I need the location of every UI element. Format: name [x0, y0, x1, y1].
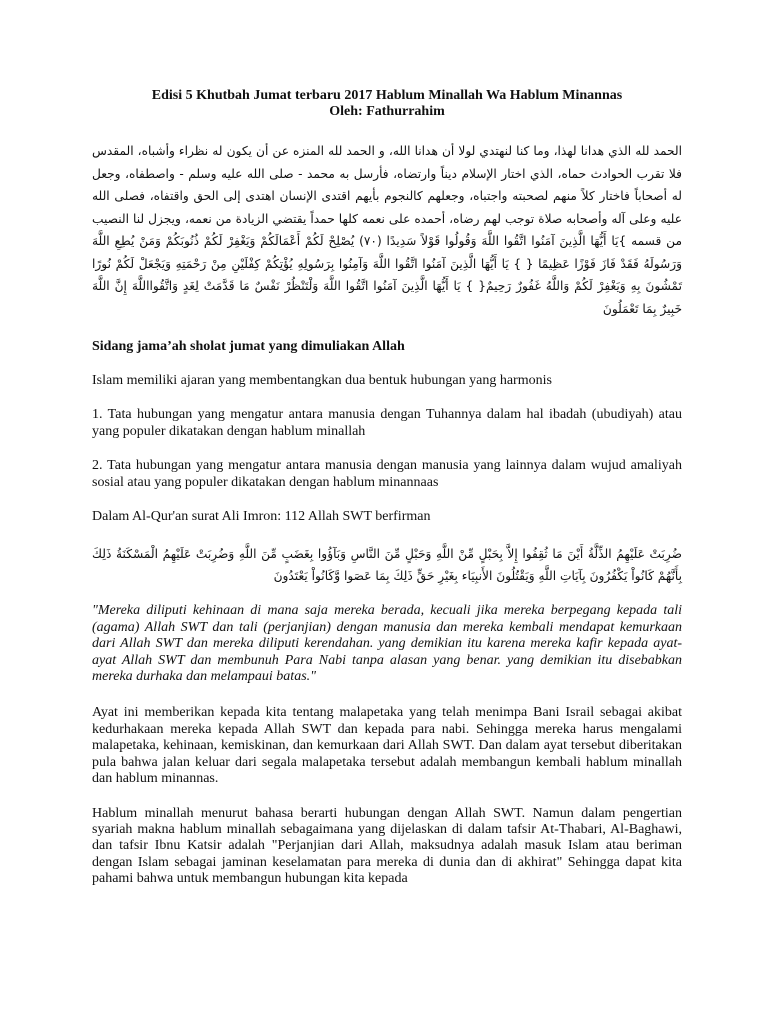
explanation-paragraph: Ayat ini memberikan kepada kita tentang malapetaka yang telah menimpa Bani Israil sebagai akibat kedurhakaan mereka kepada Allah SWT dan kepada para nabi. Sehingga mereka harus mengalami malapetaka, kehinaan, kemiskinan, dan kemurkaan dari Allah SWT. Dan dalam ayat tersebut diberitakan pula bahwa jalan keluar dari segala malapetaka tersebut adalah membangun kembali hablum minallah dan hablum minannas.: [92, 705, 682, 787]
arabic-verse: ضُرِبَتْ عَلَيْهِمُ الذِّلَّةُ أَيْنَ مَا ثُقِفُوا إِلاَّ بِحَبْلٍ مِّنْ اللَّهِ وَحَبْلٍ مِّنَ النَّاسِ وَبَآؤُوا بِغَضَبٍ مِّنَ اللَّهِ وَضُرِبَتْ عَلَيْهِمُ الْمَسْكَنَةُ ذَلِكَ بِأَنَّهُمْ كَانُواْ يَكْفُرُونَ بِآيَاتِ اللَّهِ وَيَقْتُلُونَ الأَنبِيَاء بِغَيْرِ حَقٍّ ذَلِكَ بِمَا عَصَوا وَّكَانُواْ يَعْتَدُونَ: [92, 547, 682, 584]
quran-reference: Dalam Al-Qur'an surat Ali Imron: 112 Allah SWT berfirman: [92, 509, 431, 525]
arabic-opening-prayer: الحمد لله الذي هدانا لهذا، وما كنا لنهتدي لولا أن هدانا الله، و الحمد لله المنزه عن أن يكون له نظراء وأشباه، المقدس فلا تقرب الحوادث حماه، الذي اختار الإسلام ديناً وارتضاه، فأرسل به محمد - صلى الله عليه وسلم - واصطفاه، وجعل له أصحاباً فاختار كلاً منهم لصحبته واجتباه، وجعلهم كالنجوم بأيهم اقتدى الإنسان اهتدى إلى الحق واقتفاه، فصلى الله عليه وعلى آله وأصحابه صلاة توجب لهم رضاه، أحمده على نعمه كلها حمداً يقتضي الزيادة من نعمه، ويجزل لنا النصيب من قسمه }يَا أَيُّهَا الَّذِينَ آمَنُوا اتَّقُوا اللَّهَ وَقُولُوا قَوْلاً سَدِيدًا (٧٠) يُصْلِحْ لَكُمْ أَعْمَالَكُمْ وَيَغْفِرْ لَكُمْ ذُنُوبَكُمْ وَمَنْ يُطِعِ اللَّهَ وَرَسُولَهُ فَقَدْ فَازَ فَوْزًا عَظِيمًا { } يَا أَيُّهَا الَّذِينَ آمَنُوا اتَّقُوا اللَّهَ وَآمِنُوا بِرَسُولِهِ يُؤْتِكُمْ كِفْلَيْنِ مِنْ رَحْمَتِهِ وَيَجْعَلْ لَكُمْ نُورًا تَمْشُونَ بِهِ وَيَغْفِرْ لَكُمْ وَاللَّهُ غَفُورٌ رَحِيمٌ{ } يَا أَيُّهَا الَّذِينَ آمَنُوا اتَّقُوا اللَّهَ وَلْتَنْظُرْ نَفْسٌ مَا قَدَّمَتْ لِغَدٍ وَاتَّقُوااللَّهَ إِنَّ اللَّهَ خَبِيرٌ بِمَا تَعْمَلُونَ: [92, 144, 682, 316]
section-heading: Sidang jama’ah sholat jumat yang dimuliakan Allah: [92, 339, 405, 354]
verse-translation: "Mereka diliputi kehinaan di mana saja mereka berada, kecuali jika mereka berpegang kepada tali (agama) Allah SWT dan tali (perjanjian) dengan manusia dan mereka kembali mendapat kemurkaan dari Allah SWT dan mereka diliputi kerendahan. yang demikian itu karena mereka kafir kepada ayat-ayat Allah SWT dan membunuh Para Nabi tanpa alasan yang benar. yang demikian itu disebabkan mereka durhaka dan melampaui batas.": [92, 603, 682, 685]
point-2-paragraph: 2. Tata hubungan yang mengatur antara manusia dengan manusia yang lainnya dalam wujud amaliyah sosial atau yang populer dikatakan dengan hablum minannaas: [92, 458, 682, 490]
point-1-paragraph: 1. Tata hubungan yang mengatur antara manusia dengan Tuhannya dalam hal ibadah (ubudiyah) atau yang populer dikatakan dengan hablum minallah: [92, 407, 682, 439]
definition-paragraph: Hablum minallah menurut bahasa berarti hubungan dengan Allah SWT. Namun dalam pengertian syariah makna hablum minallah sebagaimana yang dijelaskan di dalam tafsir At-Thabari, Al-Baghawi, dan tafsir Ibnu Katsir adalah "Perjanjian dari Allah, maksudnya adalah masuk Islam atau beriman dengan Islam sebagai jaminan keselamatan para mereka di dunia dan di akhirat" Sehingga dapat kita pahami bahwa untuk membangun hubungan kita kepada: [92, 805, 682, 887]
intro-paragraph: Islam memiliki ajaran yang membentangkan dua bentuk hubungan yang harmonis: [92, 373, 552, 388]
title-line-1: Edisi 5 Khutbah Jumat terbaru 2017 Hablum Minallah Wa Hablum Minannas: [151, 88, 623, 103]
title-line-2: Oleh: Fathurrahim: [329, 104, 445, 119]
document-title: [92, 88, 682, 120]
